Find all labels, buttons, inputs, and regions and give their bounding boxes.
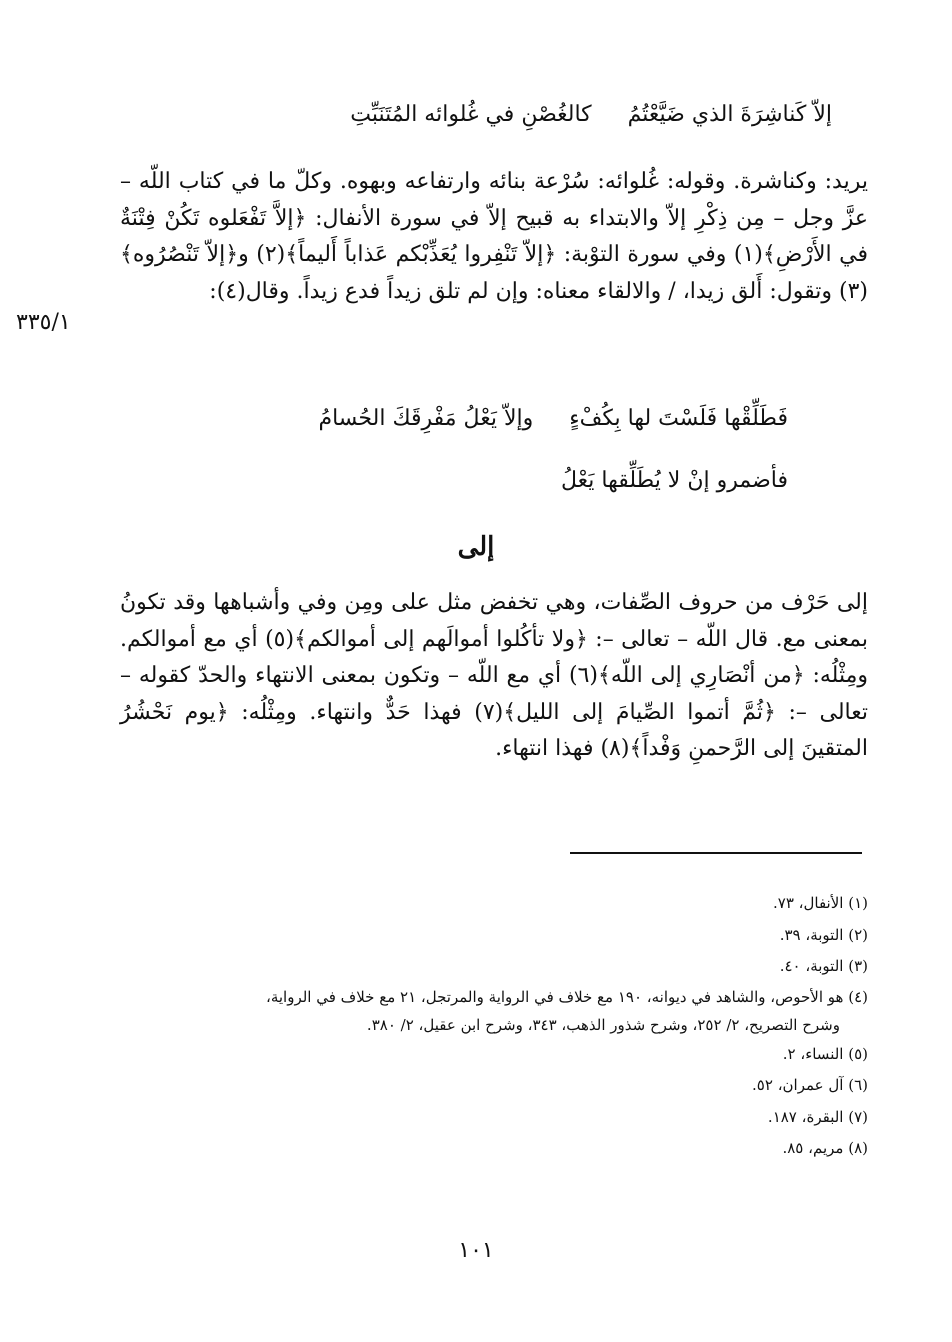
- footnote-line-1: (٤) هو الأحوص، والشاهد في ديوانه، ١٩٠ مع خلاف في الرواية والمرتجل، ٢١ مع خلاف في الرواية،: [265, 987, 868, 1006]
- hemistich-gap: [592, 100, 628, 130]
- footnote-item: (٦) آل عمران، ٥٢.: [752, 1076, 868, 1094]
- footnote-item-multiline: [122, 983, 868, 1039]
- verse-2-first-hemistich: فَطَلِّقْها فَلَسْتَ لها بِكُفْءٍ: [569, 406, 788, 431]
- footnote-item: (٨) مريم، ٨٥.: [782, 1139, 868, 1157]
- footnotes-list: [122, 888, 868, 1165]
- paragraph-commentary: [120, 164, 868, 310]
- hemistich-gap: [533, 404, 569, 434]
- verse-couplet-1: [132, 100, 832, 130]
- verse-couplet-2: [88, 404, 788, 434]
- footnote-line-2: وشرح التصريح، ٢/ ٢٥٢، وشرح شذور الذهب، ٣٤٣، وشرح ابن عقيل، ٢/ ٣٨٠.: [366, 1015, 840, 1034]
- margin-page-reference: ٣٣٥/١: [16, 310, 71, 335]
- footnote-divider: [570, 852, 862, 854]
- footnote-item: (١) الأنفال، ٧٣.: [772, 894, 868, 912]
- verse-2-comment: فأضمرو إنْ لا يُطَلِّقها يَعْلُ: [561, 468, 788, 493]
- section-heading: إلى: [457, 532, 495, 562]
- footnote-item: (٣) التوبة، ٤٠.: [779, 957, 868, 975]
- footnote-item: (٧) البقرة، ١٨٧.: [767, 1107, 868, 1126]
- verse-2-second-hemistich: وإلاّ يَعْلُ مَفْرِقَكَ الحُسامُ: [318, 406, 534, 431]
- verse-1-second-hemistich: كالغُصْنِ في غُلوائه المُتَنَبِّتِ: [350, 102, 592, 127]
- paragraph-ila: [120, 585, 868, 768]
- verse-1-first-hemistich: إلاّ كَناشِرَةَ الذي ضَيَّعْتُمُ: [627, 102, 832, 127]
- paragraph-1-text: يريد: وكناشرة. وقوله: غُلوائه: سُرْعة بنائه وارتفاعه وبهوه. وكلّ ما في كتاب اللّه – عزَّ وجل – مِن ذِكْرِ إلاّ والابتداء به قبيح إلاّ في سورة الأنفال: ﴿إلاَّ تَفْعَلوه تَكُنْ فِتْنَةٌ في الأَرْضِ﴾(١) وفي سورة التوْبة: ﴿إلاّ تَنْفِروا يُعَذِّبْكم عَذاباً أَليماً﴾(٢) و﴿إلاّ تَنْصُرُوه﴾(٣) وتقول: أَلق زيدا، / والالقاء معناه: وإن لم تلق زيداً فدع زيداً. وقال(٤):: [120, 169, 869, 304]
- footnote-item: (٥) النساء، ٢.: [782, 1044, 868, 1063]
- paragraph-2-text: إلى حَرْف من حروف الصِّفات، وهي تخفض مثل على ومِن وفي وأشباهها وقد تكونُ بمعنى مع. قال اللّه – تعالى –: ﴿ولا تأكُلوا أموالَهم إلى أموالكم﴾(٥) أي مع أموالكم. ومِثْلُه: ﴿من أنْصَارِي إلى اللّه﴾(٦) أي مع اللّه – وتكون بمعنى الانتهاء والحدّ كقوله – تعالى –: ﴿ثُمَّ أتموا الصِّيامَ إلى الليل﴾(٧) فهذا حَدٌّ وانتهاء. ومِثْلُه: ﴿يوم نَحْشُرُ المتقينَ إلى الرَّحمنِ وَفْداً﴾(٨) فهذا انتهاء.: [120, 590, 868, 762]
- page-number: ١٠١: [458, 1238, 494, 1263]
- verse-comment-line: [88, 466, 788, 496]
- footnote-item: (٢) التوبة، ٣٩.: [779, 925, 868, 944]
